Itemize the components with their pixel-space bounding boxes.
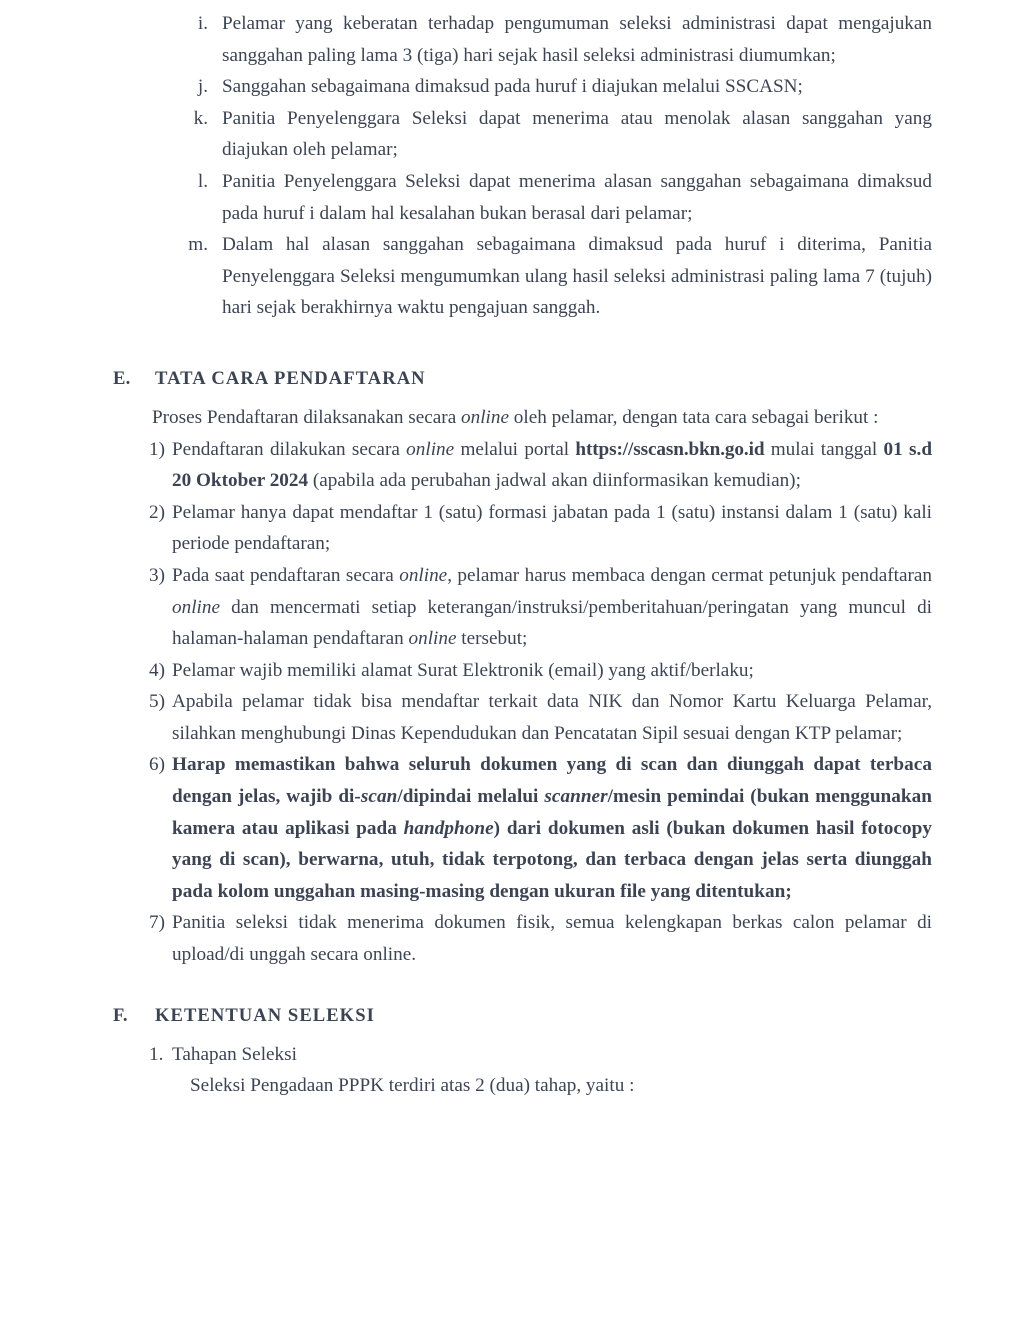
section-e-heading (0, 364, 1013, 394)
intro-part-2: oleh pelamar, dengan tata cara sebagai berikut : (508, 406, 879, 428)
list-text: Apabila pelamar tidak bisa mendaftar terkait data NIK dan Nomor Kartu Keluarga Pelamar, silahkan menghubungi Dinas Kependudukan dan Pencatatan Sipil sesuai dengan KTP pelamar; (172, 691, 932, 744)
list-item (0, 103, 1013, 166)
text-part: dan mencermati setiap keterangan/instruksi/pemberitahuan/peringatan yang muncul di halaman-halaman pendaftaran (172, 596, 932, 650)
sub-item-body: Seleksi Pengadaan PPPK terdiri atas 2 (dua) tahap, yaitu : (190, 1075, 635, 1097)
page-title: TATA CARA PENDAFTARAN (155, 367, 426, 389)
list-marker: 1) (149, 438, 165, 460)
list-marker: 3) (149, 564, 165, 586)
list-item (0, 907, 1013, 970)
list-marker: j. (197, 76, 208, 98)
list-marker: i. (197, 13, 208, 34)
text-part: tersebut; (456, 628, 528, 650)
section-f-heading (0, 1001, 1013, 1031)
list-marker: 5) (149, 691, 165, 713)
sub-item-title: Tahapan Seleksi (172, 1043, 297, 1065)
list-text: Pelamar hanya dapat mendaftar 1 (satu) formasi jabatan pada 1 (satu) instansi dalam 1 (satu) kali periode pendaftaran; (172, 501, 932, 555)
intro-paragraph (152, 402, 932, 434)
list-text: Dalam hal alasan sanggahan sebagaimana dimaksud pada huruf i diterima, Panitia Penyelenggara Seleksi mengumumkan ulang hasil seleksi administrasi paling lama 7 (tujuh) hari sejak berakhirnya waktu pengajuan sanggah. (222, 234, 932, 319)
heading-spacer (0, 1031, 1013, 1039)
list-marker: k. (193, 107, 208, 129)
list-marker: m. (188, 234, 208, 256)
list-marker: 7) (149, 912, 165, 934)
registration-date-range: 01 s.d 20 Oktober 2024 (172, 438, 932, 492)
text-part: (apabila ada perubahan jadwal akan diinformasikan kemudian); (308, 470, 801, 492)
text-italic: handphone (403, 817, 494, 839)
list-item (0, 8, 1013, 71)
list-marker: 2) (149, 501, 165, 523)
text-part: mulai tanggal (764, 438, 884, 460)
list-item (0, 229, 1013, 324)
text-italic: online (399, 564, 448, 586)
text-part: melalui portal (454, 438, 576, 460)
text-italic: online (172, 596, 220, 618)
sanggahan-lettered-list (0, 8, 1013, 324)
section-spacer (0, 324, 1013, 364)
list-marker: 1. (149, 1043, 164, 1065)
text-part: ) dari dokumen asli (bukan dokumen hasil fotocopy yang di scan), berwarna, utuh, tidak terpotong, dan terbaca dengan jelas serta diunggah pada kolom unggahan masing-masing dengan ukuran file yang ditentukan; (172, 817, 932, 902)
list-text (172, 560, 932, 655)
list-item (0, 655, 1013, 687)
portal-url[interactable]: https://sscasn.bkn.go.id (575, 438, 765, 460)
list-item (0, 686, 1013, 749)
section-letter: E. (113, 367, 131, 389)
section-f-body (0, 1070, 1013, 1102)
text-part: , pelamar harus membaca dengan cermat petunjuk pendaftaran (447, 564, 932, 586)
section-e-intro (0, 402, 1013, 434)
text-italic: online (406, 438, 455, 460)
page-title: KETENTUAN SELEKSI (155, 1004, 375, 1026)
intro-part-1: Proses Pendaftaran dilaksanakan secara (152, 406, 462, 428)
list-item (0, 560, 1013, 655)
text-italic: online (408, 628, 457, 650)
list-text: Pelamar yang keberatan terhadap pengumuman seleksi administrasi dapat mengajukan sanggahan paling lama 3 (tiga) hari sejak hasil seleksi administrasi diumumkan; (222, 13, 932, 66)
section-letter: F. (113, 1004, 128, 1026)
list-text (172, 749, 932, 907)
heading-spacer (0, 394, 1013, 402)
top-spacer (0, 0, 1013, 8)
list-item (0, 71, 1013, 103)
list-item (0, 497, 1013, 560)
list-item (0, 749, 1013, 907)
list-marker: l. (197, 170, 208, 192)
list-marker: 6) (149, 754, 165, 776)
section-spacer (0, 971, 1013, 1001)
text-part: Harap memastikan bahwa seluruh dokumen yang di scan dan diunggah dapat terbaca dengan jelas, wajib di- (172, 754, 932, 808)
list-text (172, 434, 932, 497)
list-text: Pelamar wajib memiliki alamat Surat Elektronik (email) yang aktif/berlaku; (172, 659, 754, 681)
list-text: Panitia Penyelenggara Seleksi dapat menerima atau menolak alasan sanggahan yang diajukan oleh pelamar; (222, 107, 932, 161)
text-part: /mesin pemindai (bukan menggunakan kamera atau aplikasi pada (172, 786, 932, 839)
text-italic: scan (360, 786, 398, 808)
text-italic: scanner (544, 786, 608, 808)
pendaftaran-numbered-list (0, 434, 1013, 971)
list-item (0, 1039, 1013, 1071)
list-item (0, 434, 1013, 497)
list-text: Sanggahan sebagaimana dimaksud pada huruf i diajukan melalui SSCASN; (222, 76, 803, 98)
text-part: Pada saat pendaftaran secara (172, 564, 400, 586)
list-item (0, 166, 1013, 229)
list-text: Panitia seleksi tidak menerima dokumen fisik, semua kelengkapan berkas calon pelamar di upload/di unggah secara online. (172, 912, 932, 966)
text-part: Pendaftaran dilakukan secara (172, 438, 407, 460)
text-part: /dipindai melalui (397, 786, 545, 808)
list-text: Panitia Penyelenggara Seleksi dapat menerima alasan sanggahan sebagaimana dimaksud pada huruf i dalam hal kesalahan bukan berasal dari pelamar; (222, 170, 932, 224)
intro-italic: online (461, 406, 509, 428)
list-marker: 4) (149, 659, 165, 681)
